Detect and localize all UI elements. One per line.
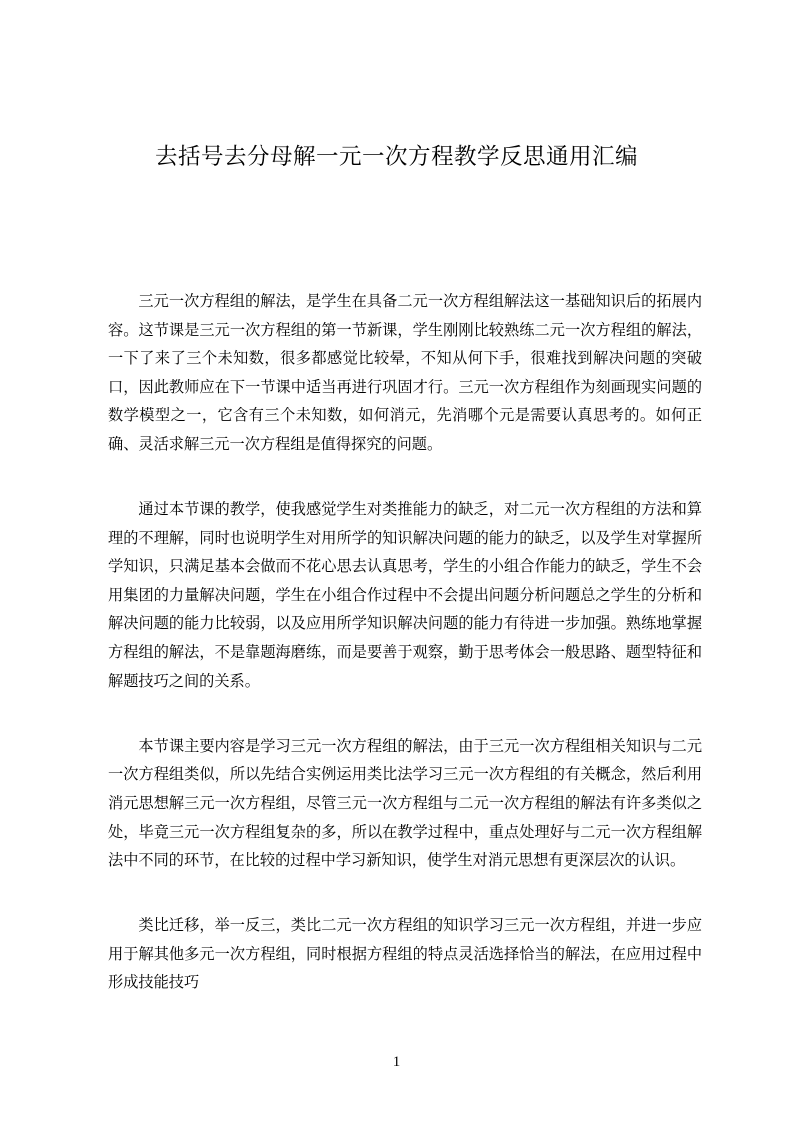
paragraph-1: 三元一次方程组的解法，是学生在具备二元一次方程组解法这一基础知识后的拓展内容。这节课是三元一次方程组的第一节新课，学生刚刚比较熟练二元一次方程组的解法，一下了来了三个未知数，很多都感觉比较晕，不知从何下手，很难找到解决问题的突破口，因此教师应在下一节课中适当再进行巩固才行。三元一次方程组作为刻画现实问题的数学模型之一，它含有三个未知数，如何消元，先消哪个元是需要认真思考的。如何正确、灵活求解三元一次方程组是值得探究的问题。 <box>108 292 702 453</box>
document-body <box>108 287 702 1033</box>
paragraph-3: 本节课主要内容是学习三元一次方程组的解法，由于三元一次方程组相关知识与二元一次方程组类似，所以先结合实例运用类比法学习三元一次方程组的有关概念，然后利用消元思想解三元一次方程组，尽管三元一次方程组与二元一次方程组的解法有许多类似之处，毕竟三元一次方程组复杂的多，所以在教学过程中，重点处理好与二元一次方程组解法中不同的环节，在比较的过程中学习新知识，使学生对消元思想有更深层次的认识。 <box>108 736 702 870</box>
page-number: 1 <box>392 1054 401 1070</box>
paragraph-4: 类比迁移，举一反三，类比二元一次方程组的知识学习三元一次方程组，并进一步应用于解其他多元一次方程组，同时根据方程组的特点灵活选择恰当的解法，在应用过程中形成技能技巧 <box>108 916 702 992</box>
document-title: 去括号去分母解一元一次方程教学反思通用汇编 <box>154 144 638 170</box>
paragraph-2: 通过本节课的教学，使我感觉学生对类推能力的缺乏，对二元一次方程组的方法和算理的不理解，同时也说明学生对用所学的知识解决问题的能力的缺乏，以及学生对掌握所学知识，只满足基本会做而不花心思去认真思考，学生的小组合作能力的缺乏，学生不会用集团的力量解决问题，学生在小组合作过程中不会提出问题分析问题总之学生的分析和解决问题的能力比较弱，以及应用所学知识解决问题的能力有待进一步加强。熟练地掌握方程组的解法，不是靠题海磨练，而是要善于观察，勤于思考体会一般思路、题型特征和解题技巧之间的关系。 <box>108 500 702 690</box>
